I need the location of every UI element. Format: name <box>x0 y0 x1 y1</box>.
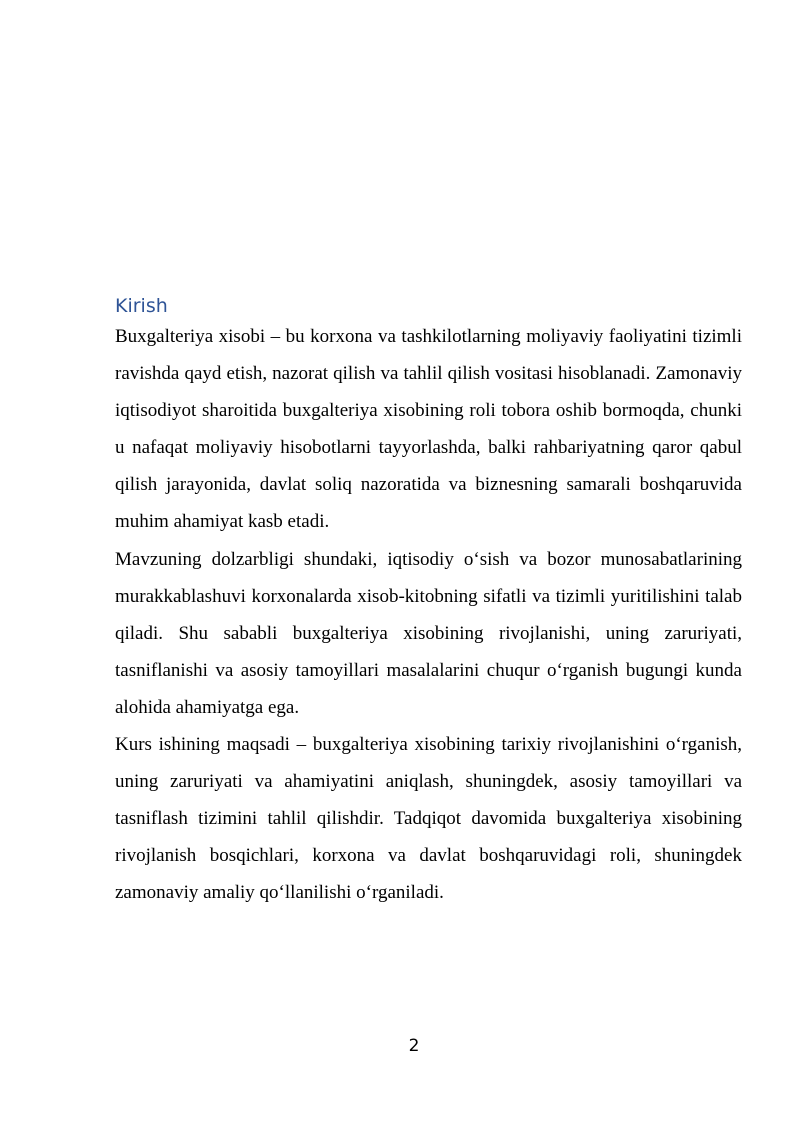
paragraph-relevance: Mavzuning dolzarbligi shundaki, iqtisodiy o‘sish va bozor munosabatlarining murakkablashuvi korxonalarda xisob-kitobning sifatli va tizimli yuritilishini talab qiladi. Shu sababli buxgalteriya xisobining rivojlanishi, uning zaruriyati, tasniflanishi va asosiy tamoyillari masalalarini chuqur o‘rganish bugungi kunda alohida ahamiyatga ega. <box>115 548 742 718</box>
paragraph-objective: Kurs ishining maqsadi – buxgalteriya xisobining tarixiy rivojlanishini o‘rganish, uning zaruriyati va ahamiyatini aniqlash, shuningdek, asosiy tamoyillari va tasniflash tizimini tahlil qilishdir. Tadqiqot davomida buxgalteriya xisobining rivojlanish bosqichlari, korxona va davlat boshqaruvidagi roli, shuningdek zamonaviy amaliy qo‘llanilishi o‘rganiladi. <box>115 734 742 904</box>
page-number: 2 <box>408 1036 420 1056</box>
section-heading: Kirish <box>115 295 168 317</box>
paragraph-intro: Buxgalteriya xisobi – bu korxona va tashkilotlarning moliyaviy faoliyatini tizimli ravishda qayd etish, nazorat qilish va tahlil qilish vositasi hisoblanadi. Zamonaviy iqtisodiyot sharoitida buxgalteriya xisobining roli tobora oshib bormoqda, chunki u nafaqat moliyaviy hisobotlarni tayyorlashda, balki rahbariyatning qaror qabul qilish jarayonida, davlat soliq nazoratida va biznesning samarali boshqaruvida muhim ahamiyat kasb etadi. <box>115 326 742 533</box>
page-content <box>115 292 742 912</box>
